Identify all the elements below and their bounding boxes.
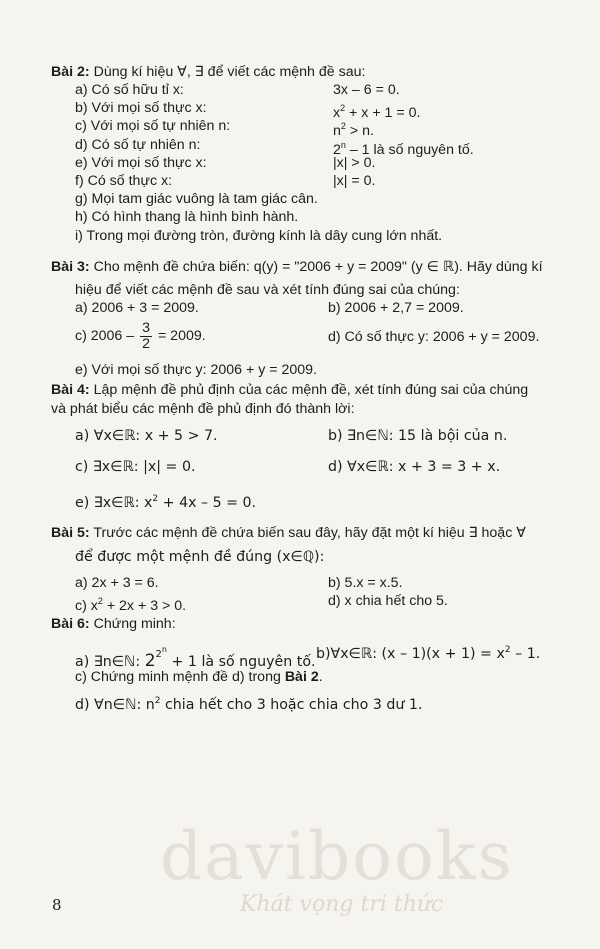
bai5-heading: Bài 5: Trước các mệnh đề chứa biến sau đây, hãy đặt một kí hiệu ∃ hoặc ∀ (51, 525, 526, 541)
bai2-item-e: e) Với mọi số thực x: |x| > 0. (75, 155, 376, 171)
bai4-intro-line2: và phát biểu các mệnh đề phủ định đó thành lời: (51, 401, 355, 417)
bai6-heading: Bài 6: Chứng minh: (51, 616, 176, 632)
bai3-item-c: c) 2006 – $\frac{3}{2}$ = 2009. (75, 319, 206, 352)
bai4-item-a: a) ∀x∈ℝ: x + 5 > 7. (75, 428, 218, 444)
bai5-intro-line2: để được một mệnh đề đúng (x∈ℚ): (75, 549, 325, 565)
bai6-item-c: c) Chứng minh mệnh đề d) trong Bài 2. (75, 669, 323, 685)
bai2-item-a: a) Có số hữu tỉ x: 3x – 6 = 0. (75, 82, 400, 98)
bai2-item-g: g) Mọi tam giác vuông là tam giác cân. (75, 191, 318, 207)
bai5-item-a: a) 2x + 3 = 6. (75, 575, 159, 591)
bai2-item-f: f) Có số thực x: |x| = 0. (75, 173, 376, 189)
bai4-item-b: b) ∃n∈ℕ: 15 là bội của n. (328, 428, 508, 444)
bai2-item-d: d) Có số tự nhiên n: 2$^n$ – 1 là số nguyên tố. (75, 137, 474, 158)
bai2-heading (51, 63, 365, 81)
bai4-item-c: c) ∃x∈ℝ: |x| = 0. (75, 459, 196, 475)
bai3-item-a: a) 2006 + 3 = 2009. (75, 300, 199, 316)
bai2-item-h: h) Có hình thang là hình bình hành. (75, 209, 299, 225)
bai2-item-c: c) Với mọi số tự nhiên n: $n^2 > n$. (75, 118, 374, 139)
bai3-intro-line2: hiệu để viết các mệnh đề sau và xét tính đúng sai của chúng: (75, 282, 460, 298)
bai6-item-b: b)∀x∈ℝ: $(x - 1)(x + 1) = x^2 - 1$. (316, 645, 541, 662)
fraction: $\frac{3}{2}$ (142, 319, 150, 352)
bai4-item-d: d) ∀x∈ℝ: x + 3 = 3 + x. (328, 459, 501, 475)
bai5-item-b: b) 5.x = x.5. (328, 575, 403, 591)
bai3-item-b: b) 2006 + 2,7 = 2009. (328, 300, 464, 316)
bai4-item-e: e) ∃x∈ℝ: $x^2 + 4x - 5 = 0$. (75, 494, 257, 511)
bai5-item-c: c) $x^2 + 2x + 3 > 0$. (75, 596, 187, 614)
bai3-item-d: d) Có số thực y: 2006 + y = 2009. (328, 329, 540, 345)
bai6-item-d: d) ∀n∈ℕ: $n^2$ chia hết cho 3 hoặc chia cho 3 dư 1. (75, 696, 423, 713)
bai3-heading: Bài 3: Cho mệnh đề chứa biến: q(y) = "2006 + y = 2009" (y ∈ ℝ). Hãy dùng kí (51, 259, 543, 275)
bai2-intro: Dùng kí hiệu ∀, ∃ để viết các mệnh đề sau: (89, 64, 366, 80)
bai4-heading: Bài 4: Lập mệnh đề phủ định của các mệnh đề, xét tính đúng sai của chúng (51, 382, 529, 398)
bai3-item-e: e) Với mọi số thực y: 2006 + y = 2009. (75, 362, 317, 378)
watermark-slogan: Khát vọng tri thức (240, 892, 444, 917)
bai2-title: Bài 2: (51, 64, 90, 80)
bai2-item-i: i) Trong mọi đường tròn, đường kính là dây cung lớn nhất. (75, 228, 443, 244)
bai2-item-b: b) Với mọi số thực x: $x^2 + x + 1 = 0$. (75, 100, 421, 121)
watermark-brand: davibooks (160, 818, 514, 895)
page-number: 8 (52, 896, 62, 914)
bai6-item-a: a) ∃n∈ℕ: $2^{2n} + 1$ là số nguyên tố. (75, 645, 316, 671)
bai5-item-d: d) x chia hết cho 5. (328, 593, 448, 609)
